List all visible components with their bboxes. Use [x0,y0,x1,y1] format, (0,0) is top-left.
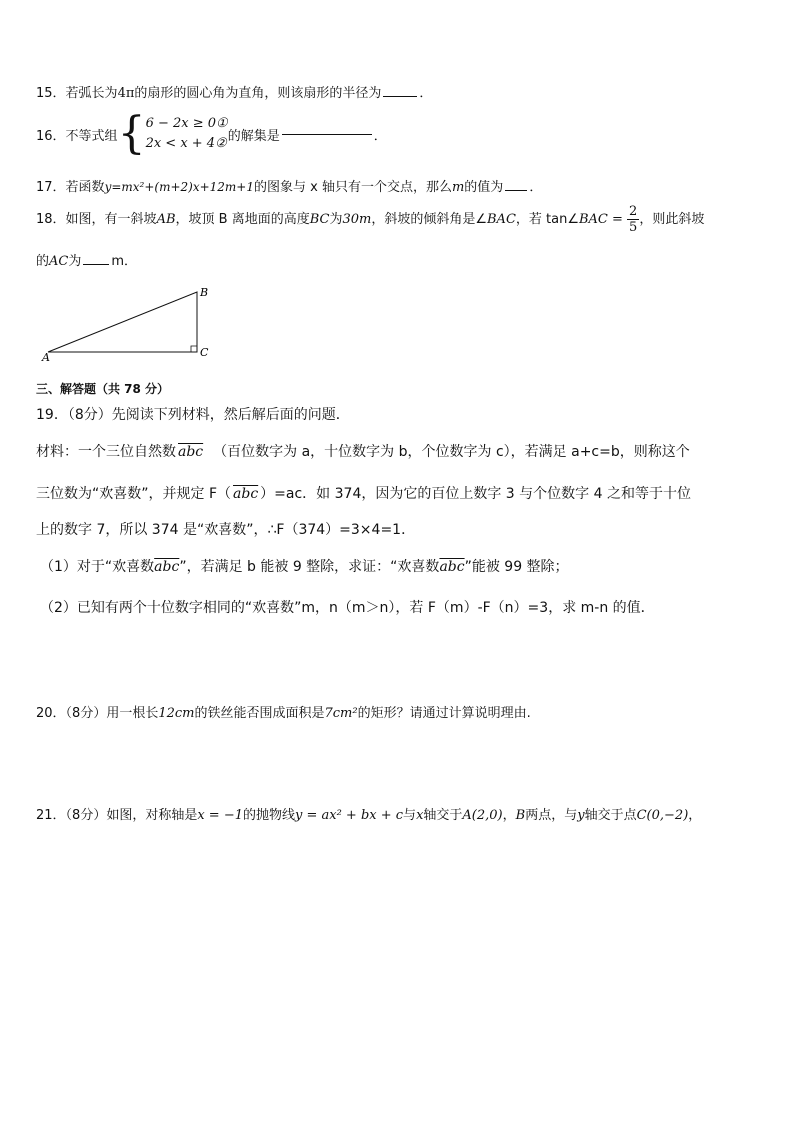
q21-text-g: 轴交于点 [584,808,637,823]
q21-parabola: y = ax² + bx + c [295,808,404,823]
question-16 [36,108,387,160]
q19-m2-b: ）=ac．如 374，因为它的百位上数字 3 与个位数字 4 之和等于十位 [260,486,691,502]
q18-bc: BC [309,212,330,227]
q21-point-b: B [515,808,526,823]
q19-material-line-1 [36,441,690,461]
q16-prefix: 不等式组 [65,128,118,144]
q18-text-c: 为 [329,212,343,227]
q18-ac: AC [49,254,69,269]
q17-variable: m [451,180,465,195]
q16-brace: { [117,108,146,159]
q19-p1-b: ”，若满足 b 能被 9 整除，求证：“欢喜数 [179,559,440,575]
q20-text-c: 的矩形？请通过计算说明理由. [357,706,531,721]
q16-number: 16． [36,128,66,144]
question-21 [36,804,701,823]
q18-text-b: ，坡顶 B 离地面的高度 [175,212,310,227]
q18-fraction-denominator: 5 [629,220,638,235]
q20-text-a: （8分）用一根长 [65,706,159,721]
q15-answer-blank[interactable] [383,95,417,97]
q19-abc-3: $\overline{abc}$ [154,559,180,575]
q21-axis: x = −1 [197,808,243,823]
q19-number: 19． [36,407,68,423]
q19-part-2: （2）已知有两个十位数字相同的“欢喜数”m，n（m＞n），若 F（m）-F（n）=3，求 m-n 的值． [40,600,655,616]
q16-suffix: 的解集是 [227,128,280,144]
q21-text-d: 轴交于 [423,808,463,823]
q19-p1-a: （1）对于“欢喜数 [40,559,155,575]
q19-abc-4: $\overline{abc}$ [439,559,465,575]
q15-text-b: 的扇形的圆心角为直角，则该扇形的半径为 [134,86,382,101]
q21-text-b: 的抛物线 [242,808,295,823]
slope-triangle-figure [40,282,230,364]
q18-text-d: ，斜坡的倾斜角是∠ [371,212,487,227]
q19-m1-b: （百位数字为 a，十位数字为 b，个位数字为 c），若满足 a+c=b，则称这个 [213,444,690,460]
q18-fraction [627,204,639,235]
q21-x-var: x [416,808,424,823]
q20-area: 7cm² [324,706,358,721]
q21-number: 21． [36,808,66,823]
q19-abc-1: $\overline{abc}$ [178,444,204,460]
q15-number: 15． [36,86,66,101]
q19-material-line-3: 上的数字 7，所以 374 是“欢喜数”，∴F（374）=3×4=1． [36,522,416,538]
question-19-intro [36,404,350,424]
q18-equals: = [607,212,623,227]
q15-end: ． [419,86,433,101]
question-15 [36,82,432,101]
q17-text-b: 的图象与 x 轴只有一个交点，那么 [254,180,452,195]
q21-text-h: ， [688,808,702,823]
q16-system [146,114,228,154]
q19-m2-a: 三位数为“欢喜数”，并规定 F（ [36,486,232,502]
q21-point-a: A(2,0) [462,808,503,823]
right-angle-mark [191,346,197,352]
q18-text-g: ，则此斜坡 [639,212,705,227]
q17-text-c: 的值为 [464,180,504,195]
q20-length: 12cm [158,706,195,721]
q18-text-e: ，若 tan∠ [515,212,579,227]
q19-intro-text: （8分）先阅读下列材料，然后解后面的问题． [67,407,350,423]
q18-line2-c: m． [111,254,138,269]
q16-inequality-1: 6 − 2x ≥ 0① [145,116,228,131]
triangle-outline [48,292,197,352]
q20-text-b: 的铁丝能否围成面积是 [194,706,325,721]
question-18-line-1 [36,200,704,240]
q18-line2-a: 的 [36,254,50,269]
q18-number: 18． [36,212,66,227]
section-3-title: 三、解答题（共 78 分） [36,382,170,396]
label-b: B [200,286,209,299]
q19-p1-c: ”能被 99 整除； [464,559,569,575]
q21-text-c: 与 [403,808,417,823]
q16-end: ． [373,128,387,144]
q20-number: 20． [36,706,66,721]
q19-abc-2: $\overline{abc}$ [233,486,259,502]
q17-answer-blank[interactable] [505,189,527,191]
q16-answer-blank[interactable] [282,133,372,135]
q18-height: 30m [342,212,372,227]
q21-point-c: C(0,−2) [636,808,689,823]
q18-ab: AB [156,212,176,227]
question-18-line-2 [36,250,137,269]
question-20 [36,702,531,721]
q19-m1-a: 材料：一个三位自然数 [36,444,176,460]
q17-text-a: 若函数 [65,180,105,195]
q21-text-a: （8分）如图，对称轴是 [65,808,198,823]
question-17 [36,176,542,195]
q15-text-a: 若弧长为 [65,86,118,101]
label-a: A [42,351,50,364]
q18-answer-blank[interactable] [83,263,109,265]
q17-function: y=mx²+(m+2)x+12m+1 [104,180,254,194]
q16-inequality-2: 2x < x + 4② [145,136,227,151]
q18-fraction-numerator: 2 [629,204,638,219]
q18-angle-2: BAC [578,212,608,227]
q21-text-e: ， [502,808,516,823]
q21-y-var: y [577,808,585,823]
q18-text-a: 如图，有一斜坡 [65,212,157,227]
q17-end: ． [529,180,543,195]
q21-text-f: 两点，与 [525,808,578,823]
q19-material-line-2 [36,483,691,503]
q19-part-1 [40,556,569,576]
q17-number: 17． [36,180,66,195]
q18-angle: BAC [487,212,516,227]
label-c: C [200,346,209,359]
q18-line2-b: 为 [68,254,82,269]
q15-arc-length: 4π [117,86,135,101]
